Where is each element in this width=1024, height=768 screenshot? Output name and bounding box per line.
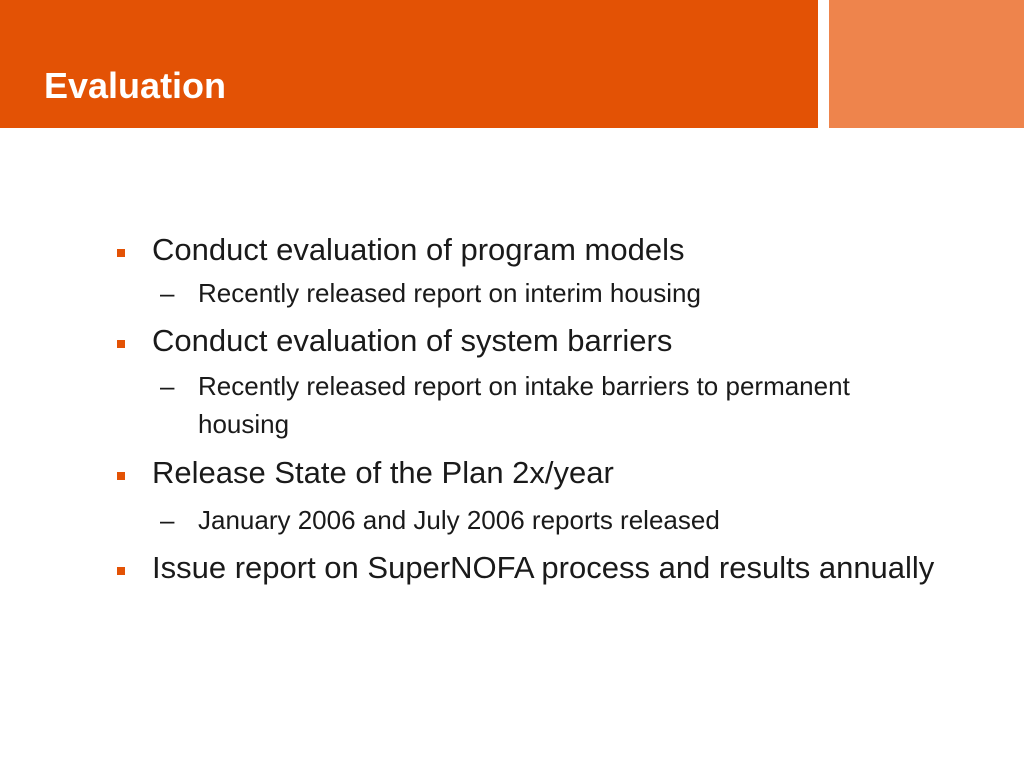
bullet-text: Release State of the Plan 2x/year — [152, 455, 614, 490]
dash-bullet-icon: – — [160, 505, 175, 535]
sub-bullet-text: Recently released report on intake barriers to permanent housing — [198, 371, 850, 439]
bullet-item — [113, 230, 973, 270]
dash-bullet-icon: – — [160, 278, 175, 308]
bullet-text: Conduct evaluation of system barriers — [152, 323, 673, 358]
sub-bullet-text: Recently released report on interim housing — [198, 278, 701, 308]
bullet-text: Conduct evaluation of program models — [152, 232, 685, 267]
square-bullet-icon — [117, 567, 125, 575]
sub-bullet-item — [160, 367, 898, 443]
bullet-item — [113, 548, 973, 588]
slide-title: Evaluation — [44, 65, 227, 106]
title-bar — [0, 0, 818, 128]
square-bullet-icon — [117, 340, 125, 348]
square-bullet-icon — [117, 249, 125, 257]
accent-block — [829, 0, 1024, 128]
bullet-list — [113, 230, 973, 588]
bullet-text: Issue report on SuperNOFA process and results annually — [152, 550, 935, 585]
sub-bullet-text: January 2006 and July 2006 reports released — [198, 505, 720, 535]
dash-bullet-icon: – — [160, 371, 175, 401]
square-bullet-icon — [117, 472, 125, 480]
sub-bullet-item — [160, 274, 898, 312]
sub-bullet-item — [160, 501, 898, 539]
bullet-item — [113, 321, 973, 361]
bullet-item — [113, 453, 973, 493]
